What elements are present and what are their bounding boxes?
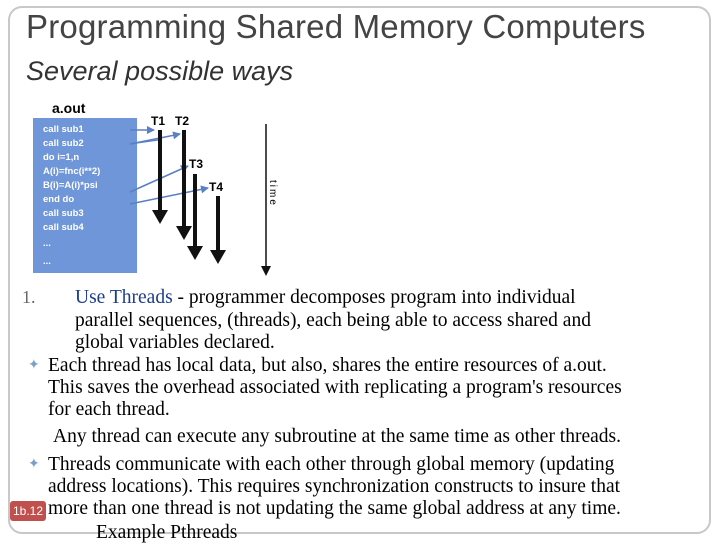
thread-t3-bar <box>193 174 197 250</box>
thread-t3-head <box>187 246 203 260</box>
slide-number-badge: 1b.12 <box>10 501 46 521</box>
item1-line1 <box>75 287 576 309</box>
thread-label-t2: T2 <box>175 114 190 128</box>
thread-label-t3: T3 <box>189 157 204 171</box>
bullet1-line2: This saves the overhead associated with replicating a program's resources <box>48 377 622 398</box>
code-line: call sub3 <box>43 208 84 219</box>
thread-t4-head <box>210 250 226 264</box>
thread-label-t1: T1 <box>151 114 166 128</box>
code-line: end do <box>43 194 75 205</box>
threads-diagram <box>30 100 290 280</box>
thread-t2-head <box>176 226 192 240</box>
item1-line3: global variables declared. <box>75 332 275 353</box>
bullet-icon: ✦ <box>28 358 40 373</box>
program-label: a.out <box>52 100 86 116</box>
bullet-icon: ✦ <box>28 457 40 472</box>
item1-lead: Use Threads <box>75 287 173 308</box>
bullet2-line2: address locations). This requires synchronization constructs to insure that <box>48 476 621 497</box>
code-line: ... <box>43 256 51 267</box>
code-line: B(i)=A(i)*psi <box>43 180 98 191</box>
code-line: call sub4 <box>43 222 84 233</box>
thread-arrows <box>30 100 290 280</box>
thread-label-t4: T4 <box>209 180 224 194</box>
item1-rest: - programmer decomposes program into individual <box>172 287 576 308</box>
paragraph-line: Any thread can execute any subroutine at the same time as other threads. <box>53 426 621 447</box>
slide-subtitle: Several possible ways <box>26 56 294 86</box>
code-line: ... <box>43 238 51 249</box>
thread-t2-bar <box>182 130 186 228</box>
bullet2-line1: Threads communicate with each other through global memory (updating <box>48 454 615 475</box>
thread-t1-bar <box>158 130 162 212</box>
list-number: 1. <box>22 287 36 307</box>
bullet2-line3: more than one thread is not updating the same global address at any time. <box>48 498 621 519</box>
slide-title: Programming Shared Memory Computers <box>26 8 646 45</box>
item1-line2: parallel sequences, (threads), each being able to access shared and <box>75 310 591 331</box>
thread-t4-bar <box>216 196 220 254</box>
bullet1-line1: Each thread has local data, but also, shares the entire resources of a.out. <box>48 355 607 376</box>
code-line: call sub2 <box>43 138 84 149</box>
code-line: call sub1 <box>43 124 84 135</box>
code-line: A(i)=fnc(i**2) <box>43 166 101 177</box>
time-arrow-head <box>261 266 271 276</box>
thread-t1-head <box>152 210 168 224</box>
code-line: do i=1,n <box>43 152 80 163</box>
example-line: Example Pthreads <box>96 522 238 543</box>
time-label: time <box>267 180 278 207</box>
bullet1-line3: for each thread. <box>48 399 170 420</box>
